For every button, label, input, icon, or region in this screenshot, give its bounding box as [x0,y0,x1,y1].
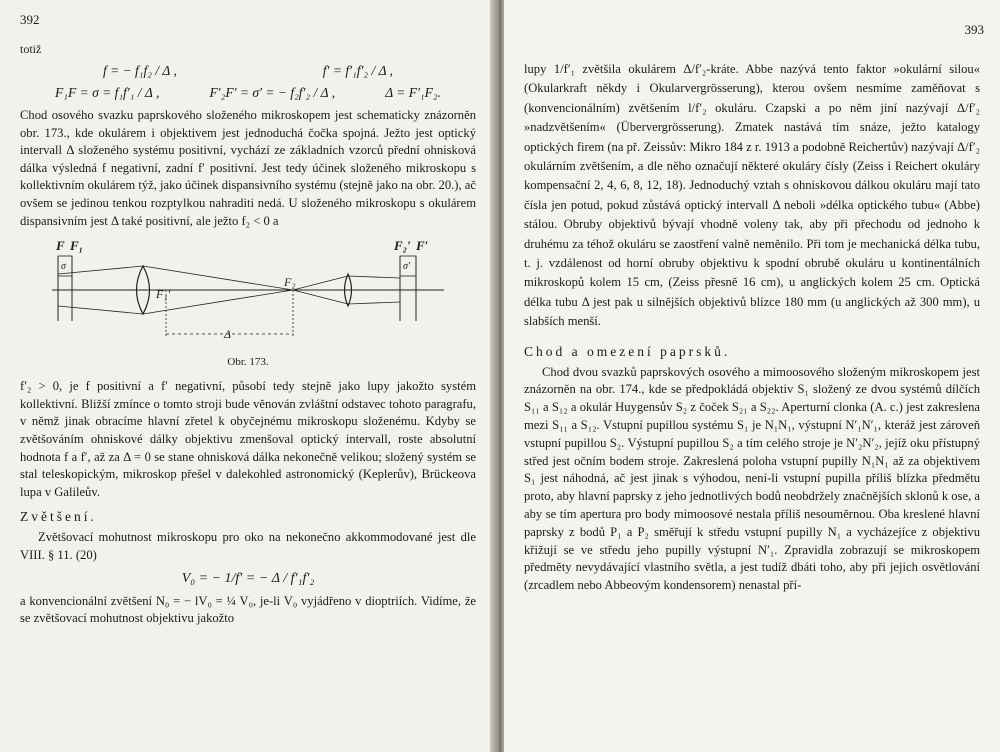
equation-sigma: F₁F = σ = f₁f′₁ / Δ , [55,85,160,100]
figure-caption: Obr. 173. [227,356,269,369]
label-sigma: σ [61,261,66,273]
equation-row-2 [20,85,476,101]
equation-f-prime: f′ = f′₁f′₂ / Δ , [322,63,394,78]
label-F2-prime: F₂′ [394,238,411,254]
paragraph-r2: Chod dvou svazků paprskových osového a mimoosového složeným mikroskopem jest znázorněn na obr. 174., kde se předpokládá objektiv S₁ složený ze dvou systémů dílčích S₁₁ a S₁₂ a okulár Huygensův S₂ z čoček S₂₁ a S₂₂. Aperturní clonka (A. c.) jest zakreslena mezi S₁₁ a S₁₂. Vstupní pupillou systému S₁ je N₁N₁, výstupní N′₁N′₁, kteráž jest zároveň vstupní pupillou S₂. Výstupní pupillou S₂ a tím celého stroje je N′₂N′₂, jejíž oku přístupný střed jest očním bodem stroje. Zakreslená poloha vstupní pupilly N₁N₁ až za objektivem S₁ jest náhodná, ač jest jinak s výhodou, není-li vstupní pupilla příliš blízka předmětu proto, aby hlavní paprsky z jeho jednotlivých bodů neobdržely značnějších sklonů k ose, a aby se tím apertura pro body mimoosové nestala příliš nesouměrnou. Oba kreslené hlavní paprsky z bodů P₁ a P₂ směřují k středu vstupní pupilly N₁ a vycházejíce z objektivu křižují se ve středu jeho pupilly výstupní N′₁. Zpravidla zobrazují se mikroskopem předměty nevydávající vlastního světla, a jest tudíž dbáti toho, aby při jejich osvětlování (zrcadlem nebo Abbeovým kondensorem) nenastal pří- [524,364,980,593]
paragraph-1: Chod osového svazku paprskového složeného mikroskopem jest schematicky znázorněn obr. 173., kde okulárem i objektivem jest jednoduchá čočka spojná. Ježto jest optický intervall Δ složeného systému positivní, vychází ze základních vzorců přední ohnisková dálka výsledná f negativní, zadní f′ positivní. Jest tedy účinek složeného mikroskopu s kollektivním okulárem týž, jako účinek dispansivního systému (stejně jako na obr. 20.), ač ovšem se jedinou tenkou rozptylkou nahraditi nedá. U složeného mikroskopu s okulárem dispansivním jest Δ také positivní, ale ježto f₂ < 0 a [20,108,476,228]
figure-173-diagram [48,236,448,354]
paragraph-2: f′₂ > 0, je f positivní a f′ negativní, působí tedy stejně jako lupy jakožto systém kollektivní. Bližší zmínce o tomto stroji bude věnován zvláštní odstavec tohoto paragrafu, v němž jinak obracíme hlavní zřetel k obyčejnému mikroskopu složenému. Kdyby se zvětšováním ohniskové dálky objektivu zmenšoval optický intervall, roste absolutní hodnota f a f′, až za Δ = 0 se stane ohnisková dálka nekonečně velikou; složený systém se stal teleskopickým, mikroskop přešel v dalekohled astronomický (Keplerův), Brückeova lupa v Galileův. [20,379,476,499]
magnification-formula: V₀ = − 1/f′ = − Δ / f′₁f′₂ [181,570,315,586]
label-F-prime: F′ [416,238,429,254]
label-F1: F₁ [70,238,84,254]
equation-delta: Δ = F′₁F₂. [385,85,441,100]
page-number-left: 392 [20,12,40,27]
equation-sigma-prime: F′₂F′ = σ′ = − f₂f′₂ / Δ , [209,85,336,100]
label-sigma-prime: σ′ [403,261,411,273]
section-heading-magnification: Zvětšení. [20,509,97,525]
label-F2: F₂ [284,275,296,290]
page-number-right: 393 [964,22,984,37]
section-heading-rays: Chod a omezení paprsků. [524,343,731,359]
equation-f: f = − f₁f₂ / Δ , [102,63,177,78]
left-page [0,0,496,752]
paragraph-r1: lupy 1/f′₁ zvětšila okulárem Δ/f′₂-kráte. Abbe nazývá tento faktor »okulární silou« (Okularkraft někdy i Okularvergrösserung), kterou ovšem nesmíme zaměňovat s (konvencionálním) zvětšením l/f′₂ okuláru. Czapski a po něm jiní nazývají Δ/f′₂ »nadzvětšením« (Übervergrösserung). Zmatek nastává tím snáze, ježto katalogy optických firem (na př. Zeissův: Mikro 184 z r. 1913 a podobně Reichertův) nazývají Δ/f′₂ okulárním zvětšením, a dle něho označují některé okuláry čísly (Zeiss i Reichert okuláry kompensační 2, 4, 6, 8, 12, 18). Jednoduchý vztah s ohniskovou dálkou okuláru mají tato čísla jen potud, pokud zůstává optický intervall Δ neboli »délka optického tubu« (Abbe) stálou. Obruby objektivů bývají vhodně voleny tak, aby při přechodu od jednoho k druhému za téhož okuláru se zaostření valně neměnilo. Při tom je mechanická délka tubu, t. j. vzdálenost od horní obruby objektivu k spodní obrubě okuláru u kontinentálních mikroskopů kolem 15 cm, (Zeiss přesně 16 cm), u anglických kolem 25 cm. Optická délka tubu Δ jest pak u silnějších objektivů blízce 180 mm (u anglických až 300 mm), u slabších menší. [524,62,980,329]
intro-word: totiž [20,42,42,56]
equation-row-1 [20,63,476,79]
paragraph-4: a konvencionální zvětšení N₀ = − lV₀ = ¼ V₀, je-li V₀ vyjádřeno v dioptriích. Vidíme, že se zvětšovací mohutnost objektivu jakožto [20,593,476,626]
paragraph-3: Zvětšovací mohutnost mikroskopu pro oko na nekonečno akkommodované jest dle VIII. § 11. (20) [20,530,476,562]
label-F: F [56,238,65,254]
label-delta: Δ [224,327,232,342]
label-F1-prime: F₁′ [156,287,171,302]
right-page [504,0,1000,752]
